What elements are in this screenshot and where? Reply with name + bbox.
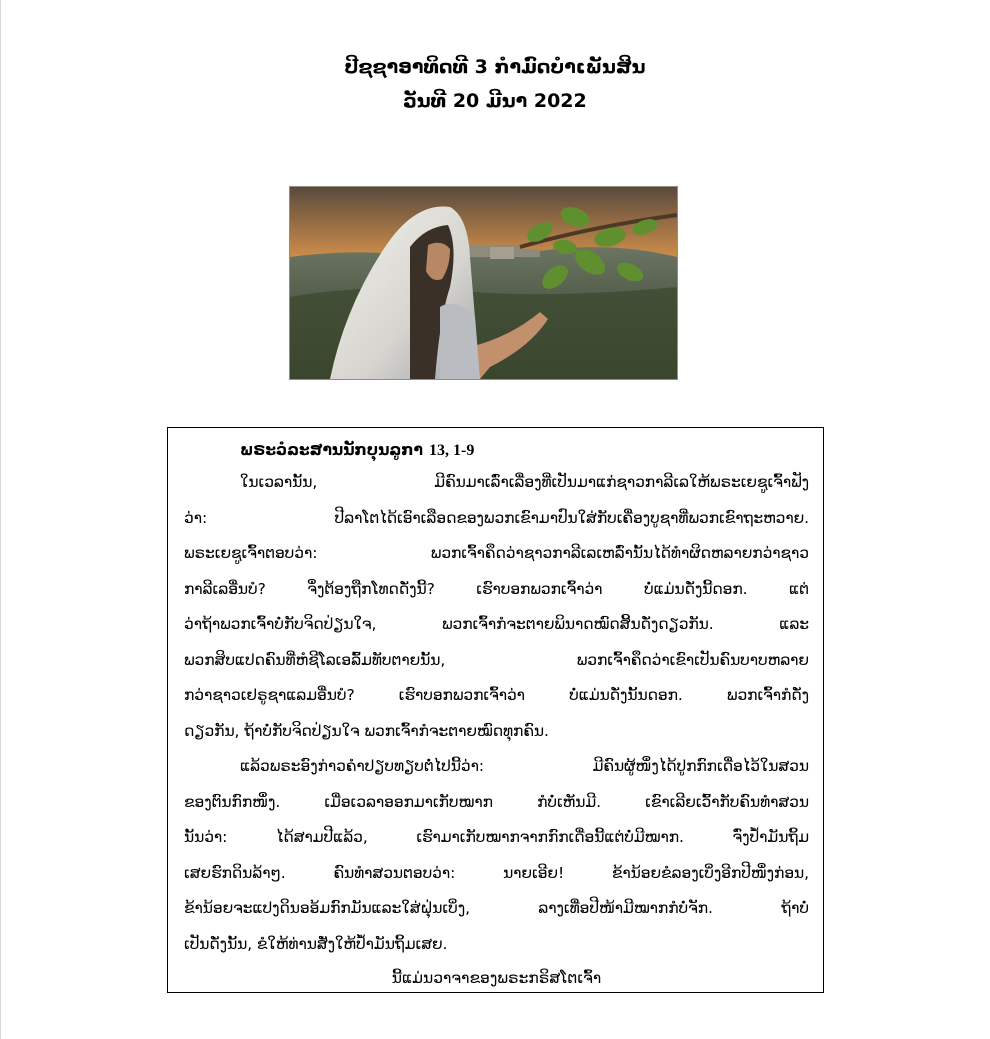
text-line: ດຽວກັນ, ຖ້າບໍ່ກັບຈິດປ່ຽນໃຈ ພວກເຈົ້າກໍຈະຕາຍໝົດທຸກຄົນ. — [184, 721, 549, 740]
reading-reference: 13, 1-9 — [429, 442, 475, 459]
text-line: ກວ່າຊາວເຢຣູຊາແລມອື່ນບໍ? ເຮົາບອກພວກເຈົ້າວ່າ ບໍ່ແມ່ນດັ່ງນັ້ນດອກ. ພວກເຈົ້າກໍດັ່ງ — [184, 686, 809, 704]
text-line: ໃນເວລານັ້ນ, ມີຄົນມາເລົ່າເລື່ອງທີ່ເປັນມາແກ່ຊາວກາລີເລໃຫ້ພຣະເຍຊູເຈົ້າຟັງ — [240, 473, 809, 491]
reading-closing: ນີ້ແມ່ນວາຈາຂອງພຣະກຣິສໂຕເຈົ້າ — [391, 969, 602, 987]
reading-title — [240, 436, 809, 465]
text-line: ພວກສິບແປດຄົນທີ່ຫໍຊີໂລເອລົ້ມທັບຕາຍນັ້ນ, ພວກເຈົ້າຄຶດວ່າເຂົາເປັນຄົນບາບຫລາຍ — [184, 650, 809, 669]
reading-title-text: ພຣະວໍລະສານນັກບຸນລູກາ — [240, 441, 423, 459]
text-line: ແລ້ວພຣະອົງກ່າວຄໍາປຽບທຽບຕໍ່ໄປນີ້ວ່າ: ມີຄົນຜູ້ໜຶ່ງໄດ້ປູກກົກເດື່ອໄວ້ໃນສວນ — [240, 757, 809, 775]
reading-paragraph-2 — [184, 749, 809, 962]
text-line: ເສຍຮົກດິນລ້າໆ. ຄົນທໍາສວນຕອບວ່າ: ນາຍເອີຍ! ຂ້ານ້ອຍຂໍລອງເບິ່ງອີກປີໜຶ່ງກ່ອນ, — [184, 863, 809, 882]
text-line: ຂ້ານ້ອຍຈະແປງດິນອອ້ມກົກມັນແລະໃສ່ຝຸ່ນເບິ່ງ, ລາງເທື່ອປີໜ້າມີໝາກກໍບໍ່ຈັກ. ຖ້າບໍ່ — [184, 899, 809, 917]
document-header — [0, 50, 990, 118]
text-line: ເປັນດັ່ງນັ້ນ, ຂໍໃຫ້ທ່ານສັ່ງໃຫ້ປ້ຳມັນຖິ້ມເສຍ. — [184, 934, 448, 953]
text-line: ນັ້ນວ່າ: ໄດ້ສາມປີແລ້ວ, ເຮົາມາເກັບໝາກຈາກກົກເດື່ອນີ້ແຕ່ບໍ່ມີໝາກ. ຈົ່ງປ້ຳມັນຖິ້ມ — [184, 828, 809, 846]
text-line: ຂອງຕົນກົກໜຶ່ງ. ເມື່ອເວລາອອກມາເກັບໝາກ ກໍບໍ່ເຫັນມີ. ເຂົາເລີຍເວົ້າກັບຄົນທໍາສວນ — [184, 792, 809, 811]
page-edge — [0, 0, 1, 1039]
page-title: ປີຊຊາອາທິດທີ 3 ກໍາມົດບໍາເພັນສິນ — [344, 56, 646, 78]
text-line: ກາລີເລອື່ນບໍ? ຈຶ່ງຕ້ອງຖືກໂທດດັ່ງນີ້? ເຮົາບອກພວກເຈົ້າວ່າ ບໍ່ແມ່ນດັ່ງນີ້ດອກ. ແຕ່ — [184, 579, 809, 598]
gospel-reading-box — [167, 427, 824, 993]
text-line: ພຣະເຍຊູເຈົ້າຕອບວ່າ: ພວກເຈົ້າຄຶດວ່າຊາວກາລີເລເຫລົ່ານັ້ນໄດ້ທໍາຜິດຫລາຍກວ່າຊາວ — [184, 544, 809, 562]
reading-paragraph-1 — [184, 465, 809, 749]
jesus-fig-tree-painting — [289, 186, 678, 380]
text-line: ວ່າ: ປີລາໂຕໄດ້ເອົາເລືອດຂອງພວກເຂົາມາປົນໃສ່ກັບເຄື່ອງບູຊາທີ່ພວກເຂົາຖະຫວາຍ. — [184, 508, 809, 527]
page-date: ວັນທີ 20 ມີນາ 2022 — [403, 90, 587, 112]
text-line: ວ່າຖ້າພວກເຈົ້າບໍ່ກັບຈິດປ່ຽນໃຈ, ພວກເຈົ້າກໍຈະຕາຍພິນາດໝົດສິ້ນດັ່ງດຽວກັນ. ແລະ — [184, 615, 809, 633]
